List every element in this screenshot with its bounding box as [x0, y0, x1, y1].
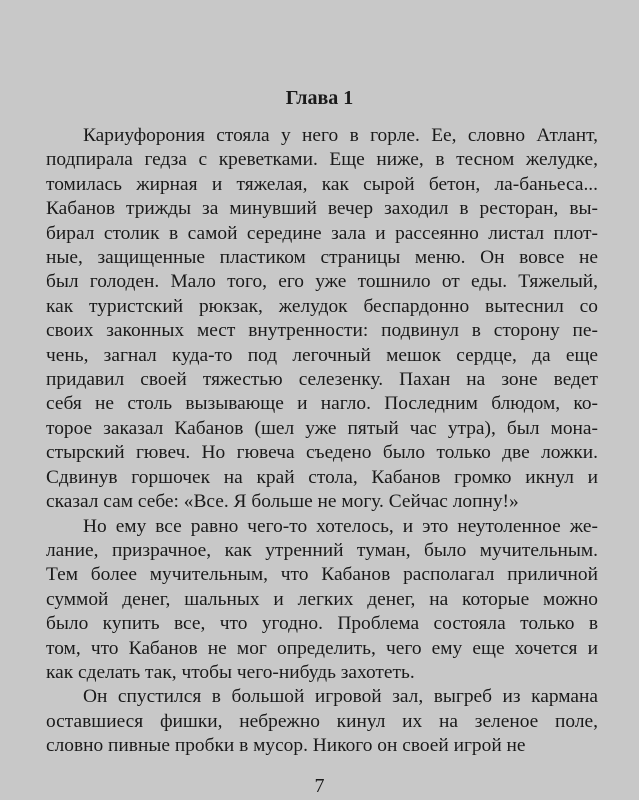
text-line: томилась жирная и тяжелая, как сырой бетон, ла-баньеса... — [46, 173, 598, 195]
paragraph — [46, 685, 598, 758]
text-line: ные, защищенные пластиком страницы меню. Он вовсе не — [46, 247, 598, 269]
text-line: подпирала гедза с креветками. Еще ниже, в тесном желудке, — [46, 149, 598, 171]
text-line: было купить все, что угодно. Проблема состояла только в — [46, 613, 598, 635]
text-line: том, что Кабанов не мог определить, чего ему еще хочется и — [46, 637, 598, 659]
text-line: оставшиеся фишки, небрежно кинул их на зеленое поле, — [46, 710, 598, 732]
text-line: лание, призрачное, как утренний туман, было мучительным. — [46, 539, 598, 561]
text-line: сказал сам себе: «Все. Я больше не могу. Сейчас лопну!» — [46, 491, 519, 513]
text-line: придавил своей тяжестью селезенку. Пахан на зоне ведет — [46, 369, 598, 391]
text-line: себя не столь вызывающе и нагло. Последним блюдом, ко- — [46, 393, 598, 415]
text-line: Кариуфорония стояла у него в горле. Ее, словно Атлант, — [83, 125, 598, 146]
text-line: Он спустился в большой игровой зал, выгреб из кармана — [83, 686, 598, 708]
paragraph — [46, 124, 598, 515]
chapter-title: Глава 1 — [285, 87, 354, 109]
text-line: стырский гювеч. Но гювеча съедено было только две ложки. — [46, 442, 598, 464]
text-line: своих законных мест внутренности: подвинул в сторону пе- — [46, 320, 598, 342]
text-line: бирал столик в самой середине зала и рассеянно листал плот- — [46, 222, 598, 244]
text-line: суммой денег, шальных и легких денег, на которые можно — [46, 588, 598, 610]
text-line: торое заказал Кабанов (шел уже пятый час утра), был мона- — [46, 417, 598, 439]
text-line: чень, загнал куда-то под легочный мешок сердце, да еще — [46, 344, 598, 366]
text-line: Сдвинув горшочек на край стола, Кабанов громко икнул и — [46, 466, 598, 488]
text-line: Тем более мучительным, что Кабанов располагал приличной — [46, 564, 598, 586]
text-line: как сделать так, чтобы чего-нибудь захотеть. — [46, 661, 415, 683]
text-line: Но ему все равно чего-то хотелось, и это неутоленное же- — [83, 515, 598, 537]
paragraph — [46, 515, 598, 686]
text-line: Кабанов трижды за минувший вечер заходил в ресторан, вы- — [46, 198, 598, 220]
text-line: был голоден. Мало того, его уже тошнило от еды. Тяжелый, — [46, 271, 598, 293]
text-line: как туристский рюкзак, желудок беспардонно вытеснил со — [46, 295, 598, 317]
page-number: 7 — [314, 775, 325, 797]
chapter-body — [46, 124, 598, 759]
text-line: словно пивные пробки в мусор. Никого он своей игрой не — [46, 735, 526, 757]
